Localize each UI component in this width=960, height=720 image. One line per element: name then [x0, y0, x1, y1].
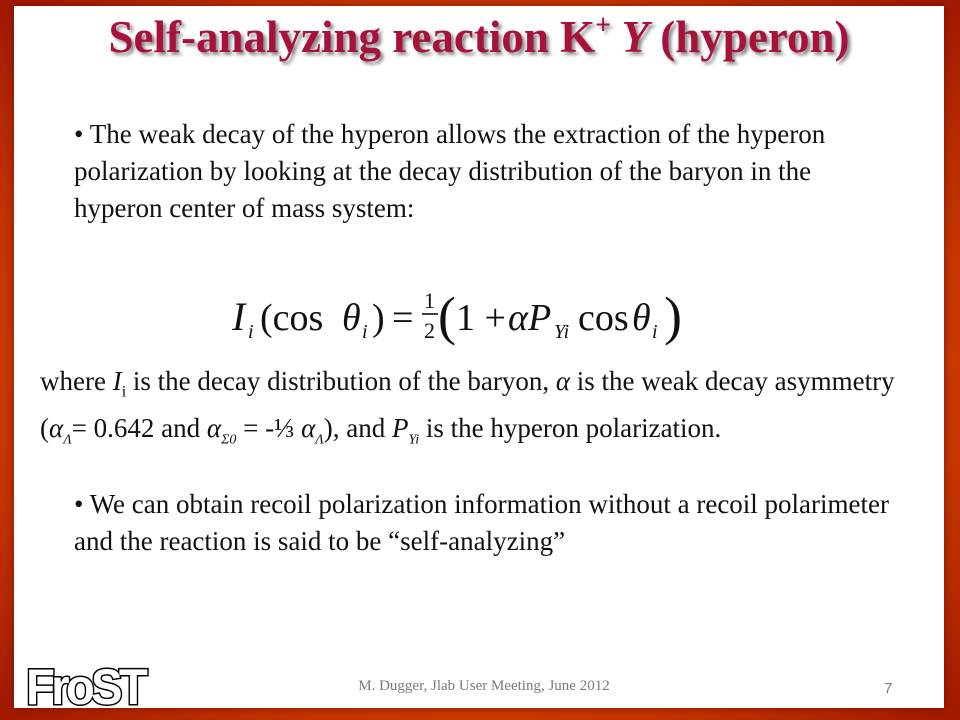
- formula-half-den: 2: [424, 318, 435, 343]
- footer-text: M. Dugger, Jlab User Meeting, June 2012: [358, 678, 610, 694]
- bullet-weak-decay: • The weak decay of the hyperon allows the extraction of the hyperon polarization by looking at the decay distribution of the baryon in the hyperon center of mass system:: [74, 119, 826, 223]
- slide: [14, 6, 944, 715]
- formula-equals: =: [392, 297, 414, 339]
- formula-I: I: [232, 294, 246, 339]
- formula-i-sub2: i: [362, 321, 368, 343]
- formula-i-sub: i: [248, 321, 254, 343]
- frost-logo: [22, 654, 150, 716]
- formula-close: ): [372, 297, 385, 339]
- formula-half-num: 1: [424, 288, 435, 313]
- bullet-self-analyzing: • We can obtain recoil polarization information without a recoil polarimeter and the reaction is said to be “self-analyzing”: [74, 489, 889, 556]
- slide-title: Self-analyzing reaction K+ Y (hyperon): [108, 10, 850, 62]
- formula-one-plus: 1 +: [456, 297, 506, 339]
- where-paragraph: where $I_i$ is the decay distribution of the baryon, α is the weak decay asymmetry ($\alpha_\Lambda= 0.642$ and $\alpha_{\Sigma 0}$ = -⅓ $\alpha_\Lambda$), and $P_{Yi}$ is the hyperon polarization.: [40, 366, 895, 448]
- formula-cos: cos: [578, 297, 629, 339]
- formula-lparen: (: [438, 286, 456, 346]
- formula-theta2: θ: [632, 297, 651, 339]
- formula-i-sub3: i: [652, 321, 658, 343]
- formula-theta: θ: [342, 297, 361, 339]
- svg-text:FroST: FroST: [26, 659, 148, 715]
- decay-distribution-formula: [224, 278, 684, 354]
- formula-cos-open: (cos: [260, 297, 324, 339]
- formula-alpha-P: αP: [508, 297, 552, 339]
- page-number: 7: [884, 680, 893, 697]
- formula-Yi-sub: Yi: [554, 321, 570, 343]
- formula-rparen: ): [664, 286, 682, 346]
